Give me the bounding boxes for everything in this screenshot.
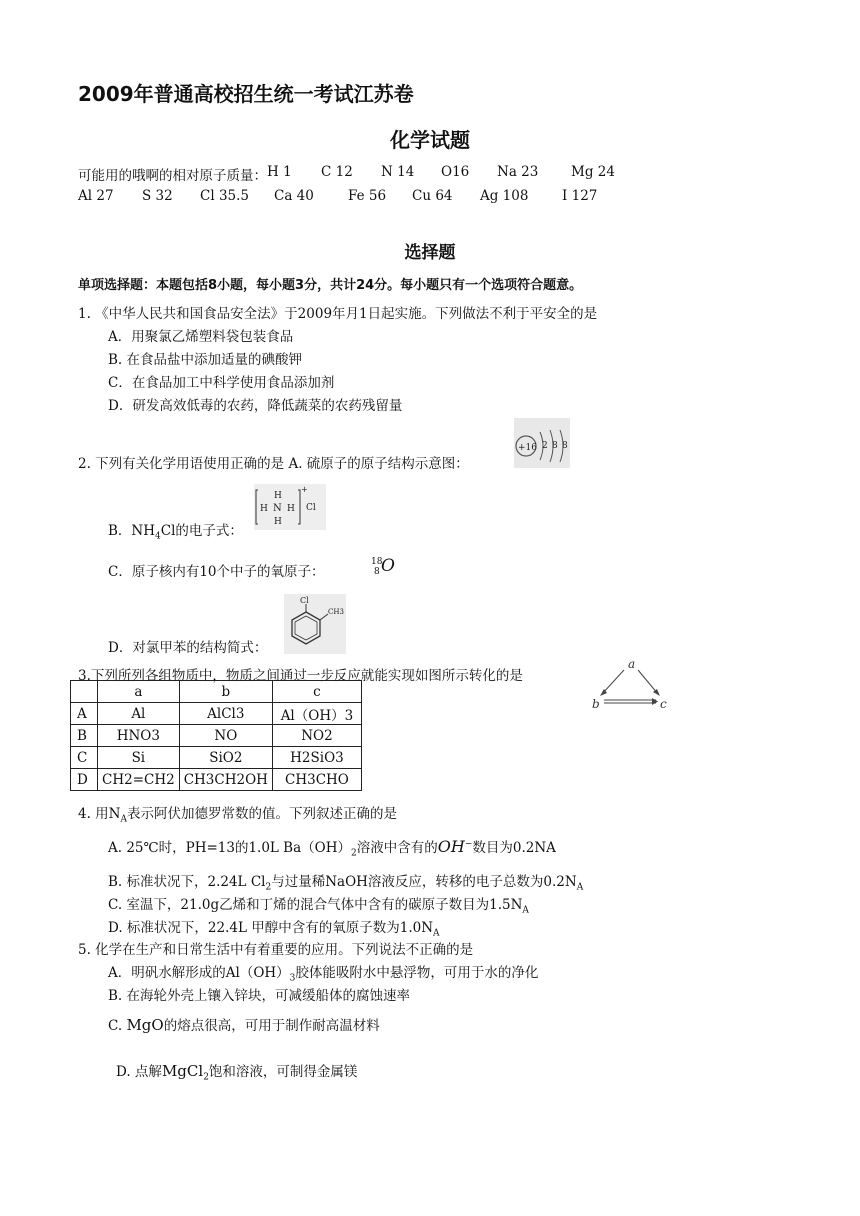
section-instruction: 单项选择题：本题包括8小题，每小题3分，共计24分。每小题只有一个选项符合题意。 [78,278,583,293]
q4-a-mid: 溶液中含有的 [356,840,438,856]
q5-d-sub: 2 [203,1072,209,1083]
q4-d-sub: A [433,928,440,939]
q5-c-prefix: C. [108,1018,123,1034]
q2-option-b [108,519,243,542]
mass-item: Cu 64 [412,188,453,204]
table-row [71,725,362,747]
sulfur-shell-label: 2 [542,441,548,451]
q5-c-suffix: 的熔点很高，可用于制作耐高温材料 [163,1018,380,1034]
q4-a-prefix: A. 25℃时，PH=13的1.0L Ba（OH） [108,840,351,856]
q4-option-a [108,836,556,859]
q5-option-c [108,1014,380,1034]
q2-stem: 2. 下列有关化学用语使用正确的是 A. 硫原子的原子结构示意图： [78,456,469,472]
nitrogen-label: N [273,503,282,514]
mass-item: N 14 [381,164,415,180]
q3-cell: CH3CHO [272,769,361,791]
mass-item: Ag 108 [480,188,529,204]
q2-option-c [108,560,325,580]
q4-a-ion: OH [437,837,465,856]
mass-item: C 12 [321,164,353,180]
isotope-number: 8 [374,567,380,577]
q3-table-header [71,681,362,703]
q1-option-d: D．研发高效低毒的农药，降低蔬菜的农药残留量 [108,398,403,414]
q4-b-sub: 2 [265,882,272,893]
table-row [71,703,362,725]
mass-item: Ca 40 [274,188,314,204]
isotope-symbol: O [381,556,395,576]
q3-cell: AlCl3 [179,703,272,725]
hydrogen-label: H [274,491,282,501]
q4-b-prefix: B. 标准状况下，2.24L Cl [108,874,266,890]
q4-b-end-sub: A [576,882,584,893]
q1-option-c: C．在食品加工中科学使用食品添加剂 [108,375,335,391]
q4-option-d [108,916,440,939]
q4-stem-sub: A [120,814,127,825]
q2-option-d: D．对氯甲苯的结构简式： [108,640,268,656]
q3-table [70,680,362,791]
q5-option-d [116,1060,357,1083]
atomic-masses-row-2 [78,188,597,204]
q4-b-suffix: 与过量稀NaOH溶液反应，转移的电子总数为0.2N [271,874,577,890]
hydrogen-label: H [287,504,295,514]
table-row [71,769,362,791]
q3-cell: HNO3 [98,725,180,747]
sulfur-shell-label: 8 [562,441,568,451]
hydrogen-label: H [274,517,282,527]
q1-option-a: A．用聚氯乙烯塑料袋包装食品 [108,329,294,345]
mass-item: Al 27 [78,188,114,204]
q3-cell: CH3CH2OH [179,769,272,791]
q4-a-sub: 2 [351,848,357,859]
q2-b-sub: 4 [155,531,161,542]
isotope-mass: 18 [371,557,383,567]
q5-stem: 5. 化学在生产和日常生活中有着重要的应用。下列说法不正确的是 [78,942,474,958]
q3-cell: Al [98,703,180,725]
q3-cell: H2SiO3 [272,747,361,769]
q4-stem-prefix: 4. 用N [78,806,121,822]
q4-c-sub: A [522,905,529,916]
sulfur-shell-label: 8 [552,441,558,451]
diagram-node-c: c [660,697,667,711]
q4-c-text: C. 室温下，21.0g乙烯和丁烯的混合气体中含有的碳原子数目为1.5N [108,897,523,913]
q3-cell: SiO2 [179,747,272,769]
q4-option-b [108,870,583,893]
q5-option-a [108,961,538,984]
q3-transformation-diagram [590,656,680,712]
q2-b-suffix: Cl的电子式： [160,523,243,539]
q3-cell: NO2 [272,725,361,747]
q5-a-prefix: A．明矾水解形成的Al（OH） [108,965,290,981]
q1-option-b: B. 在食品盐中添加适量的碘酸钾 [108,352,303,368]
chloride-label: Cl [306,503,316,513]
q3-stem: 3.下列所列各组物质中，物质之间通过一步反应就能实现如图所示转化的是 [78,668,523,684]
chlorine-substituent-label: Cl [300,596,309,605]
q3-cell: NO [179,725,272,747]
mass-item: Cl 35.5 [200,188,249,204]
q3-cell: CH2=CH2 [98,769,180,791]
mass-item: Fe 56 [348,188,387,204]
atomic-masses-intro: 可能用的哦啊的相对原子质量： [78,168,267,184]
table-row [71,747,362,769]
q5-d-suffix: 饱和溶液，可制得金属镁 [208,1064,358,1080]
mass-item: Na 23 [497,164,539,180]
mass-item: I 127 [562,188,598,204]
sulfur-nucleus-label: +16 [518,443,537,453]
q3-cell: Al（OH）3 [272,703,361,725]
q4-stem [78,802,397,825]
q5-d-prefix: D. 点解 [116,1064,162,1080]
atomic-masses-row-1 [78,164,615,184]
section-title: 选择题 [404,243,456,263]
q5-c-formula: MgO [126,1016,164,1034]
exam-title: 2009年普通高校招生统一考试江苏卷 [78,82,414,106]
q3-header-cell: c [272,681,361,703]
mass-item: H 1 [267,164,292,180]
diagram-node-b: b [592,697,600,711]
sulfur-atom-diagram [514,418,570,468]
mass-item: S 32 [142,188,173,204]
q5-a-suffix: 胶体能吸附水中悬浮物，可用于水的净化 [295,965,539,981]
nh4cl-electron-diagram [254,484,326,530]
q1-stem: 1. 《中华人民共和国食品安全法》于2009年月1日起实施。下列做法不利于平安全的是 [78,306,598,322]
hydrogen-label: H [260,504,268,514]
q3-header-cell [71,681,98,703]
mass-item: Mg 24 [571,164,615,180]
q4-a-suffix: 数目为0.2NA [472,840,556,856]
q2-c-text: C．原子核内有10个中子的氧原子： [108,564,325,580]
q3-header-cell: b [179,681,272,703]
q5-d-formula: MgCl [161,1062,204,1080]
q3-cell: A [71,703,98,725]
q4-stem-suffix: 表示阿伏加德罗常数的值。下列叙述正确的是 [126,806,397,822]
q3-cell: D [71,769,98,791]
ammonium-charge-label: + [301,485,308,494]
subject-title: 化学试题 [390,128,470,152]
q5-a-sub: 3 [289,973,296,984]
q4-d-text: D. 标准状况下，22.4L 甲醇中含有的氧原子数为1.0N [108,920,434,936]
q3-cell: Si [98,747,180,769]
q3-header-cell: a [98,681,180,703]
q4-option-c [108,893,529,916]
q2-b-prefix: B．NH [108,523,156,539]
diagram-node-a: a [628,657,636,671]
chlorotoluene-structure [284,594,346,654]
methyl-substituent-label: CH3 [328,608,344,616]
q3-cell: B [71,725,98,747]
q4-a-charge: − [464,839,473,850]
q5-option-b: B. 在海轮外壳上镶入锌块，可减缓船体的腐蚀速率 [108,988,411,1004]
mass-item: O16 [441,164,470,180]
q3-cell: C [71,747,98,769]
